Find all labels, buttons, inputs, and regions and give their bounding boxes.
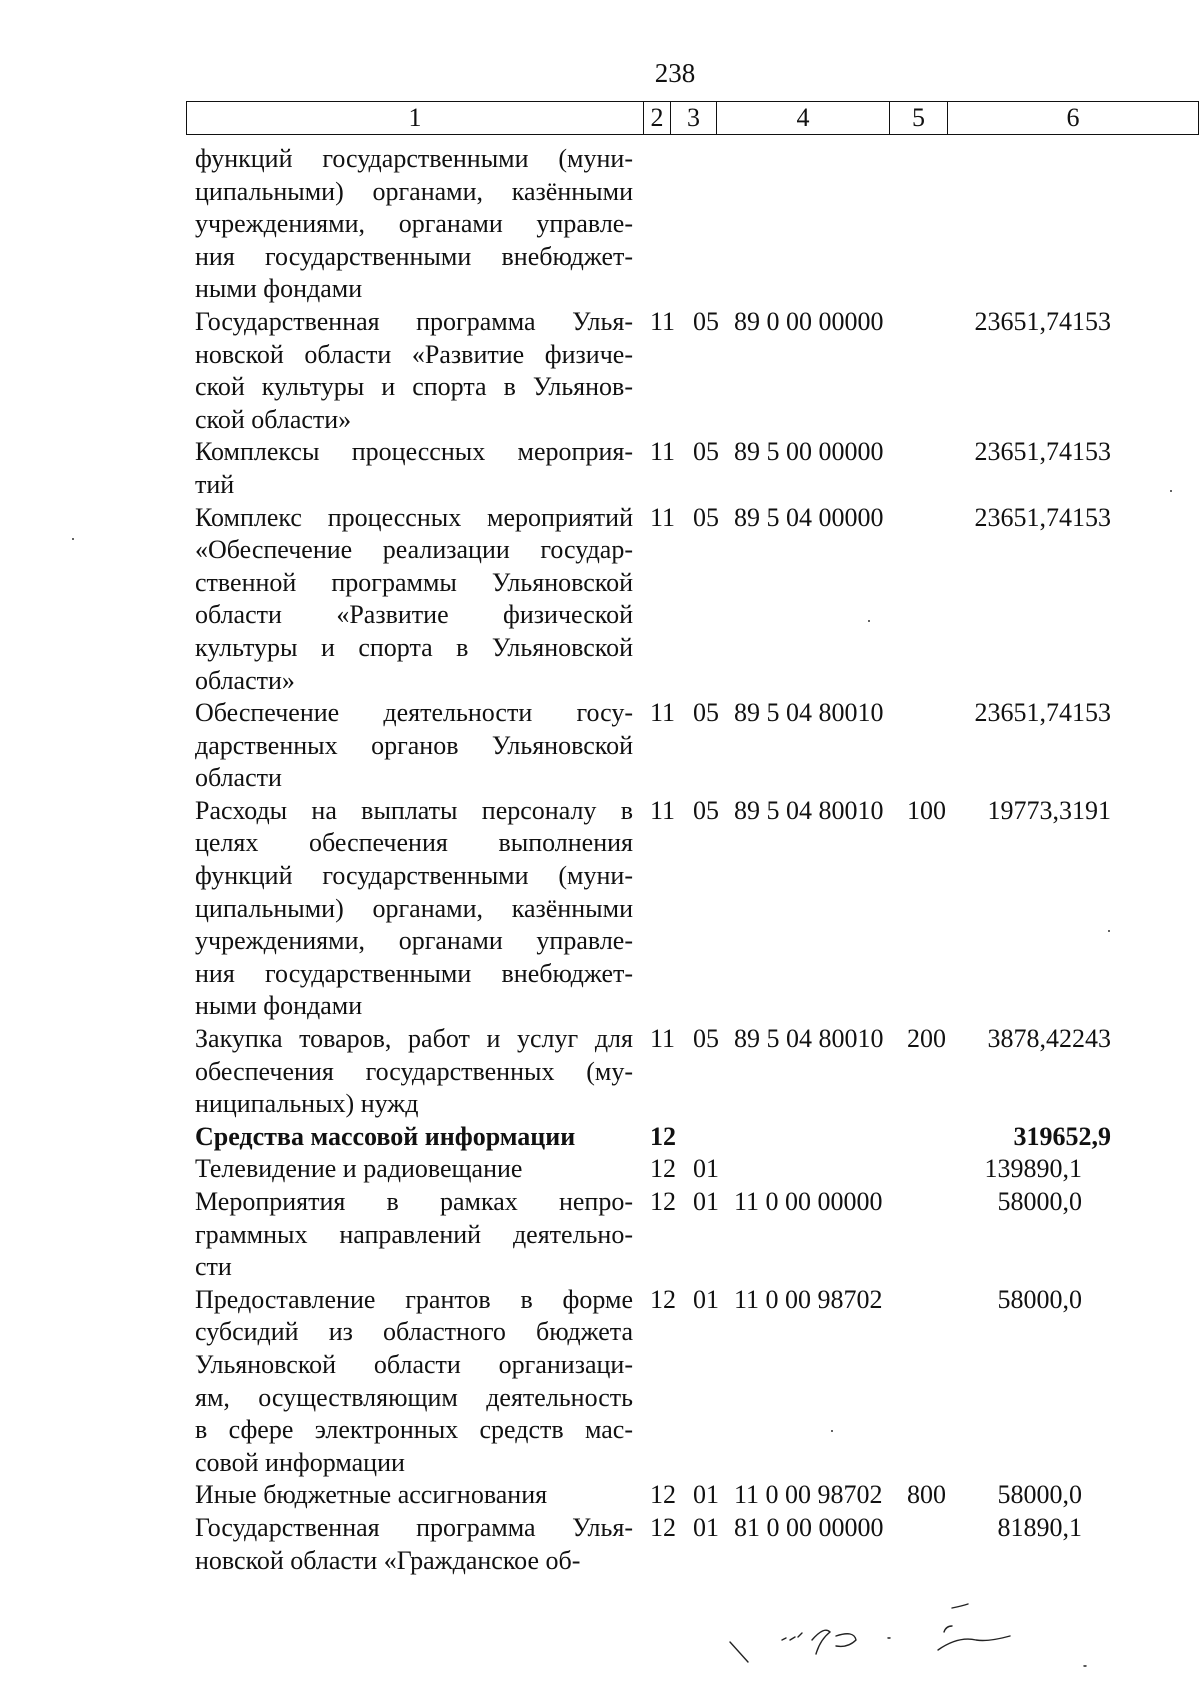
row-col-6: 319652,9 — [1013, 1121, 1111, 1151]
description-line: культуры и спорта в Ульяновской — [195, 632, 633, 662]
table-row — [0, 1512, 1200, 1577]
row-col-4: 81 0 00 00000 — [734, 1512, 884, 1542]
handwritten-marks — [720, 1600, 1190, 1690]
row-col-2: 11 — [650, 502, 676, 532]
description-line: области» — [195, 665, 295, 695]
row-col-3: 05 — [693, 698, 719, 728]
header-col-5: 5 — [890, 102, 948, 134]
row-col-2: 12 — [650, 1284, 676, 1314]
row-description — [195, 502, 633, 698]
speck — [831, 1430, 833, 1432]
row-col-6: 23651,74153 — [974, 306, 1111, 336]
row-col-2: 12 — [650, 1512, 676, 1542]
description-line: ципальными) органами, казёнными — [195, 176, 633, 206]
row-description — [195, 1479, 633, 1512]
table-row — [0, 697, 1200, 795]
row-col-3: 05 — [693, 306, 719, 336]
row-description — [195, 306, 633, 436]
row-col-3: 01 — [693, 1154, 719, 1184]
description-line: ципальными) органами, казёнными — [195, 893, 633, 923]
row-col-3: 01 — [693, 1284, 719, 1314]
row-col-4: 89 5 04 00000 — [734, 502, 884, 532]
table-row — [0, 1284, 1200, 1480]
description-line: ния государственными внебюджет- — [195, 241, 633, 271]
description-line: области — [195, 763, 282, 793]
row-col-3: 05 — [693, 1024, 719, 1054]
description-line: функций государственными (муни- — [195, 861, 633, 891]
description-line: Комплекс процессных мероприятий — [195, 502, 633, 532]
description-line: ниципальных) нужд — [195, 1089, 419, 1119]
table-row — [0, 1121, 1200, 1154]
table-row — [0, 1023, 1200, 1121]
table-row — [0, 795, 1200, 1023]
row-col-6: 58000,0 — [997, 1480, 1082, 1510]
row-col-3: 01 — [693, 1187, 719, 1216]
row-col-3: 01 — [693, 1480, 719, 1510]
table-row — [0, 502, 1200, 698]
row-description — [195, 1121, 633, 1154]
description-line: Мероприятия в рамках непро- — [195, 1187, 633, 1216]
description-line: Предоставление грантов в форме — [195, 1284, 633, 1314]
description-line: ными фондами — [195, 274, 363, 304]
description-line: Ульяновской области организаци- — [195, 1349, 633, 1379]
description-line: новской области «Развитие физиче- — [195, 339, 633, 369]
description-line: ными фондами — [195, 991, 363, 1021]
row-description — [195, 436, 633, 501]
description-line: Государственная программа Улья- — [195, 1512, 633, 1542]
row-col-4: 11 0 00 98702 — [734, 1480, 883, 1510]
description-line: Закупка товаров, работ и услуг для — [195, 1024, 633, 1054]
row-col-6: 81890,1 — [997, 1512, 1082, 1542]
row-col-6: 139890,1 — [984, 1154, 1082, 1184]
row-col-4: 89 5 00 00000 — [734, 437, 884, 467]
row-description — [195, 1153, 633, 1186]
description-line: Государственная программа Улья- — [195, 306, 633, 336]
page-number: 238 — [654, 58, 696, 88]
row-description — [195, 1186, 633, 1284]
table-row — [0, 1479, 1200, 1512]
description-line: учреждениями, органами управле- — [195, 926, 633, 956]
row-col-6: 58000,0 — [997, 1187, 1082, 1216]
row-col-3: 01 — [693, 1512, 719, 1542]
row-col-2: 12 — [650, 1480, 676, 1510]
description-line: ской области» — [195, 404, 352, 434]
row-col-2: 12 — [650, 1154, 676, 1184]
row-col-6: 3878,42243 — [987, 1024, 1111, 1054]
row-description — [195, 1512, 633, 1577]
row-col-2: 12 — [650, 1121, 676, 1151]
header-col-6: 6 — [1066, 103, 1080, 132]
speck — [1108, 930, 1110, 932]
row-col-2: 11 — [650, 698, 676, 728]
description-line: учреждениями, органами управле- — [195, 209, 633, 239]
row-col-4: 89 5 04 80010 — [734, 698, 884, 728]
row-description — [195, 795, 633, 1023]
table-row — [0, 1153, 1200, 1186]
description-line: Комплексы процессных мероприя- — [195, 437, 633, 467]
description-line: функций государственными (муни- — [195, 144, 633, 173]
description-line: Телевидение и радиовещание — [195, 1154, 523, 1184]
description-line: Иные бюджетные ассигнования — [195, 1480, 548, 1510]
description-line: субсидий из областного бюджета — [195, 1317, 633, 1347]
row-col-4: 89 5 04 80010 — [734, 795, 884, 825]
row-col-4: 11 0 00 00000 — [734, 1187, 883, 1216]
table-row — [0, 143, 1200, 306]
description-line: сти — [195, 1252, 232, 1282]
row-col-3: 05 — [693, 437, 719, 467]
table-row — [0, 306, 1200, 436]
row-description — [195, 1023, 633, 1121]
table-row — [0, 1186, 1200, 1284]
description-line: «Обеспечение реализации государ- — [195, 535, 633, 565]
row-col-2: 11 — [650, 1024, 676, 1054]
description-line: ния государственными внебюджет- — [195, 958, 633, 988]
row-col-4: 89 0 00 00000 — [734, 306, 884, 336]
row-col-5: 100 — [907, 795, 946, 825]
header-col-2: 2 — [644, 102, 671, 134]
speck — [868, 620, 870, 622]
row-col-2: 12 — [650, 1187, 676, 1216]
row-col-5: 200 — [907, 1024, 946, 1054]
description-line: Расходы на выплаты персоналу в — [195, 795, 633, 825]
table-header — [186, 101, 1199, 135]
row-description — [195, 1284, 633, 1480]
row-col-4: 11 0 00 98702 — [734, 1284, 883, 1314]
description-line: граммных направлений деятельно- — [195, 1219, 633, 1249]
description-line: дарственных органов Ульяновской — [195, 730, 633, 760]
row-col-4: 89 5 04 80010 — [734, 1024, 884, 1054]
description-line: области «Развитие физической — [195, 600, 633, 630]
row-col-2: 11 — [650, 437, 676, 467]
description-line: ской культуры и спорта в Ульянов- — [195, 372, 633, 402]
description-line: целях обеспечения выполнения — [195, 828, 633, 858]
row-col-3: 05 — [693, 502, 719, 532]
description-line: ям, осуществляющим деятельность — [195, 1382, 633, 1412]
table-body — [0, 143, 1200, 1577]
description-line: новской области «Гражданское об- — [195, 1545, 581, 1575]
row-col-6: 23651,74153 — [974, 698, 1111, 728]
description-line: в сфере электронных средств мас- — [195, 1415, 633, 1445]
row-col-6: 23651,74153 — [974, 437, 1111, 467]
description-line: тий — [195, 469, 235, 499]
row-description — [195, 143, 633, 306]
row-description — [195, 697, 633, 795]
table-row — [0, 436, 1200, 501]
row-col-6: 58000,0 — [997, 1284, 1082, 1314]
row-col-6: 19773,3191 — [987, 795, 1111, 825]
row-col-5: 800 — [907, 1480, 946, 1510]
row-col-6: 23651,74153 — [974, 502, 1111, 532]
speck — [1170, 490, 1172, 492]
description-line: Обеспечение деятельности госу- — [195, 698, 633, 728]
header-col-3: 3 — [671, 102, 717, 134]
header-col-1: 1 — [187, 102, 644, 134]
row-col-3: 05 — [693, 795, 719, 825]
speck — [72, 538, 74, 540]
row-col-2: 11 — [650, 795, 676, 825]
description-line: ственной программы Ульяновской — [195, 567, 633, 597]
row-col-2: 11 — [650, 306, 676, 336]
description-line: Средства массовой информации — [195, 1121, 576, 1151]
header-col-4: 4 — [717, 102, 890, 134]
description-line: обеспечения государственных (му- — [195, 1056, 633, 1086]
description-line: совой информации — [195, 1447, 405, 1477]
